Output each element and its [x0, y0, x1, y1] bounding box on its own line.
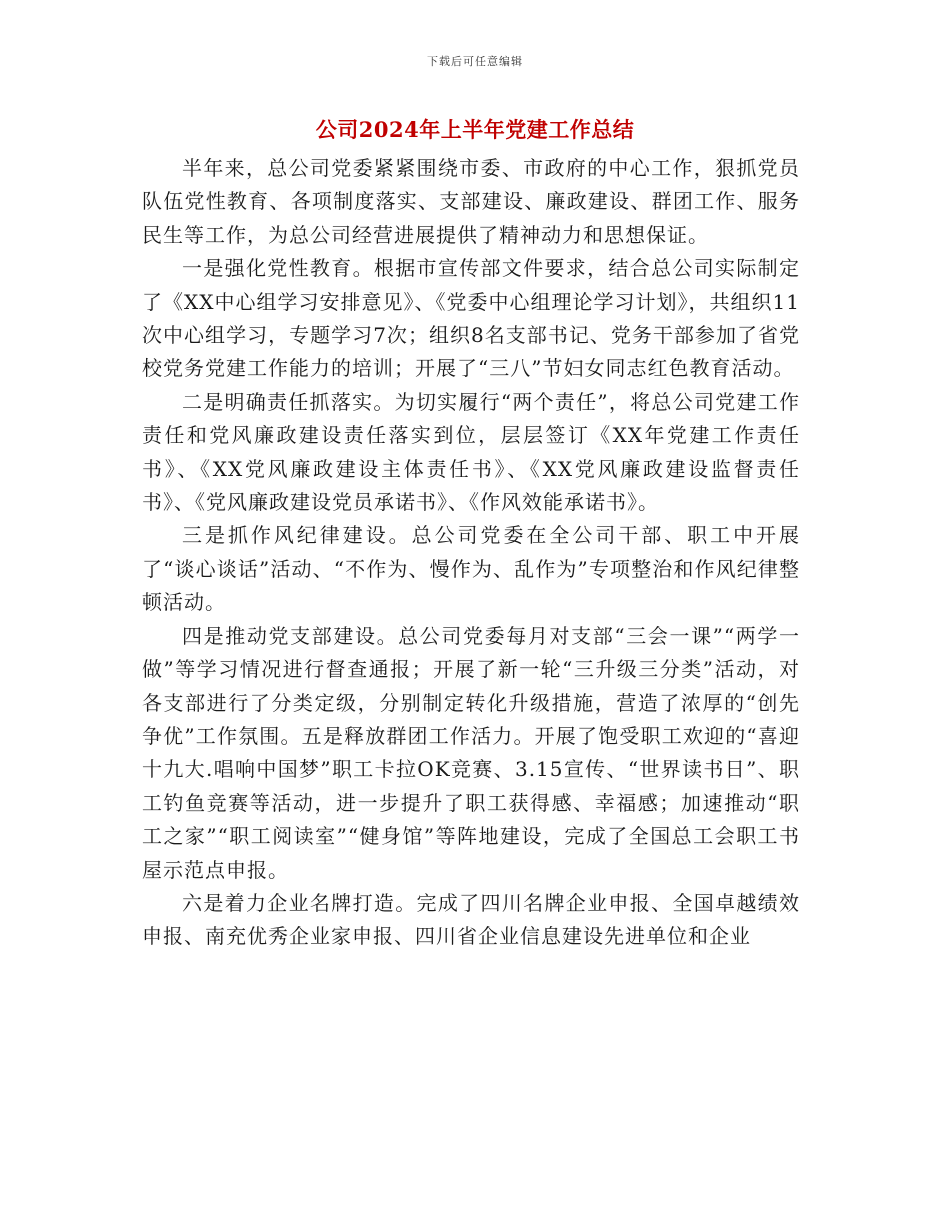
paragraph-party-education: 一是强化党性教育。根据市宣传部文件要求，结合总公司实际制定了《XX中心组学习安排意见》、《党委中心组理论学习计划》，共组织11次中心组学习，专题学习7次；组织8名支部书记、党务干部参加了省党校党务党建工作能力的培训；开展了“三八”节妇女同志红色教育活动。	[142, 256, 800, 381]
paragraph-intro: 半年来，总公司党委紧紧围绕市委、市政府的中心工作，狠抓党员队伍党性教育、各项制度落实、支部建设、廉政建设、群团工作、服务民生等工作，为总公司经营进展提供了精神动力和思想保证。	[142, 156, 800, 247]
document-body	[142, 152, 800, 954]
paragraph-responsibility: 二是明确责任抓落实。为切实履行“两个责任”，将总公司党建工作责任和党风廉政建设责任落实到位，层层签订《XX年党建工作责任书》、《XX党风廉政建设主体责任书》、《XX党风廉政建设监督责任书》、《党风廉政建设党员承诺书》、《作风效能承诺书》。	[142, 389, 800, 515]
paragraph-discipline: 三是抓作风纪律建设。总公司党委在全公司干部、职工中开展了“谈心谈话”活动、“不作为、慢作为、乱作为”专项整治和作风纪律整顿活动。	[142, 523, 800, 615]
page-header-note: 下载后可任意编辑	[427, 55, 523, 68]
paragraph-brand-building: 六是着力企业名牌打造。完成了四川名牌企业申报、全国卓越绩效申报、南充优秀企业家申报、四川省企业信息建设先进单位和企业	[142, 890, 800, 949]
document-title: 公司2024年上半年党建工作总结	[315, 117, 635, 142]
paragraph-branch-building: 四是推动党支部建设。总公司党委每月对支部“三会一课”“两学一做”等学习情况进行督查通报；开展了新一轮“三升级三分类”活动，对各支部进行了分类定级，分别制定转化升级措施，营造了浓厚的“创先争优”工作氛围。五是释放群团工作活力。开展了饱受职工欢迎的“喜迎十九大.唱响中国梦”职工卡拉OK竞赛、3.15宣传、“世界读书日”、职工钓鱼竞赛等活动，进一步提升了职工获得感、幸福感；加速推动“职工之家”“职工阅读室”“健身馆”等阵地建设，完成了全国总工会职工书屋示范点申报。	[142, 623, 800, 882]
